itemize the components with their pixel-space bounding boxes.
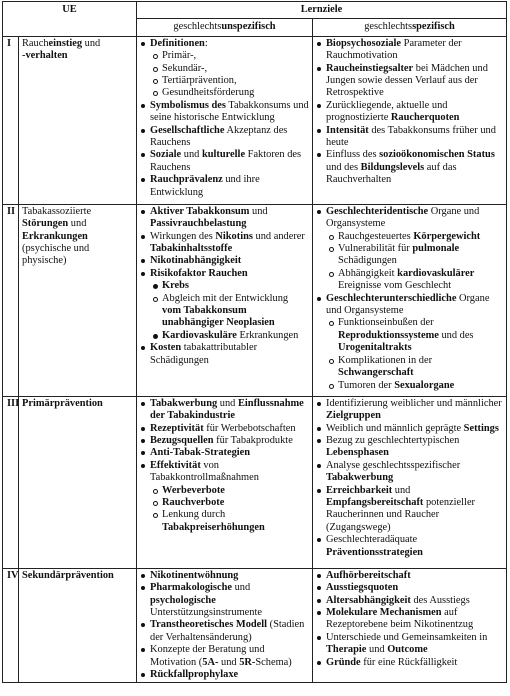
objective-item: [140, 87, 309, 99]
unit-row: [3, 204, 507, 396]
text-run: Rückfallprophylaxe: [150, 669, 239, 681]
unit-title-line: [22, 218, 133, 230]
objective-item: [316, 607, 503, 632]
objective-item: [316, 570, 503, 582]
unit-title-line: [22, 570, 133, 582]
objective-item: [140, 423, 309, 435]
text-run: vom Tabakkonsum unabhängiger Neoplasien: [162, 305, 275, 329]
text-run: auf das Rauchverhalten: [326, 161, 457, 186]
unit-title: [19, 36, 137, 204]
text-run: Aktiver Tabakkonsum: [150, 205, 250, 217]
text-run: Transtheoretisches Modell: [150, 619, 268, 631]
objective-list: [140, 206, 309, 367]
text-run: Funktionseinbußen der: [338, 317, 434, 329]
objective-item: [140, 447, 309, 459]
text-run: spezifisch: [412, 21, 455, 33]
text-run: für Werbebotschaften: [203, 422, 296, 434]
text-run: Effektivität: [150, 459, 201, 471]
text-run: Nikotinentwöhnung: [150, 569, 239, 581]
objective-item: [140, 280, 309, 292]
text-run: Faktoren des Rauchens: [150, 149, 302, 173]
curriculum-table: [2, 1, 507, 683]
text-run: Rauchprävalenz: [150, 174, 223, 186]
text-run: Einflussnahme der Tabakindustrie: [150, 397, 304, 422]
objective-list: [140, 570, 309, 682]
text-run: Gesellschaftliche: [150, 124, 225, 136]
text-run: Vulnerabilität für: [338, 243, 413, 255]
text-run: (Stadien der Verhaltensänderung): [150, 619, 305, 643]
text-run: Bezugsquellen: [150, 435, 214, 447]
text-run: Reproduktionssysteme: [338, 329, 439, 341]
text-run: Urogenitaltrakts: [338, 342, 412, 354]
objectives-specific: [313, 204, 507, 396]
text-run: pulmonale: [412, 243, 460, 255]
text-run: Raucheinstiegsalter: [326, 62, 414, 74]
text-run: auf Rezeptorebene beim Nikotinentzug: [326, 607, 474, 631]
objective-item: [316, 485, 503, 535]
text-run: 5A-: [202, 656, 219, 668]
objective-item: [140, 582, 309, 619]
objective-item: [140, 149, 309, 174]
unit-row: [3, 396, 507, 568]
text-run: und: [68, 218, 87, 230]
objective-item: [140, 398, 309, 423]
objectives-unspecific: [137, 396, 313, 568]
text-run: Therapie: [326, 644, 367, 656]
text-run: von Tabakkontrollmaßnahmen: [150, 459, 259, 484]
text-run: Tabakassoziierte: [22, 205, 92, 217]
text-run: tabakattributabler Schädigungen: [150, 342, 258, 366]
text-run: und ihre Entwicklung: [150, 174, 260, 198]
objectives-specific: [313, 568, 507, 683]
text-run: geschlechts: [173, 21, 222, 33]
text-run: Komplikationen in der: [338, 354, 433, 366]
text-run: Schwangerschaft: [338, 367, 414, 379]
text-run: Unterstützungsinstrumente: [150, 607, 262, 619]
objective-item: [316, 206, 503, 231]
objective-item: [140, 342, 309, 367]
text-run: bei Mädchen und Jungen sowie dessen Verlauf aus der Retrospektive: [326, 62, 488, 99]
objectives-unspecific: [137, 204, 313, 396]
objective-item: [316, 534, 503, 559]
objective-item: [316, 657, 503, 669]
text-run: und: [181, 149, 202, 161]
objective-item: [316, 231, 503, 243]
text-run: für eine Rückfälligkeit: [360, 656, 458, 668]
lernziele-header: Lernziele: [137, 2, 507, 19]
text-run: Abhängigkeit: [338, 267, 398, 279]
objective-item: [316, 460, 503, 485]
objective-item: [316, 317, 503, 354]
unit-row: [3, 568, 507, 683]
text-run: des Ausstiegs: [410, 594, 470, 606]
text-run: Nikotinabhängigkeit: [150, 255, 242, 267]
text-run: Erreichbarkeit: [326, 484, 393, 496]
ue-header: UE: [3, 2, 137, 37]
text-run: und anderer: [252, 230, 305, 242]
text-run: und: [231, 582, 251, 594]
objective-item: [140, 509, 309, 534]
objective-item: [140, 497, 309, 509]
text-run: Krebs: [162, 280, 189, 292]
text-run: Molekulare Mechanismen: [326, 607, 442, 619]
text-run: Empfangsbereitschaft: [326, 497, 424, 509]
text-run: Geschlechteridentische: [326, 205, 429, 217]
objective-item: [140, 485, 309, 497]
objective-list: [316, 398, 503, 559]
objective-item: [316, 595, 503, 607]
objective-item: [140, 231, 309, 256]
text-run: Rezeptivität: [150, 422, 204, 434]
objective-item: [316, 243, 503, 268]
text-run: Primärprävention: [22, 397, 103, 409]
objective-item: [140, 38, 309, 50]
text-run: Wirkungen des: [150, 230, 216, 242]
text-run: Tabakinhaltsstoffe: [150, 243, 233, 255]
text-run: Raucherquoten: [390, 112, 460, 124]
text-run: für Tabakprodukte: [213, 435, 293, 447]
text-run: und: [218, 656, 240, 668]
objective-item: [140, 206, 309, 231]
text-run: einstieg: [48, 37, 83, 49]
unit-title: [19, 568, 137, 683]
text-run: kardiovaskulärer: [397, 267, 475, 279]
objective-item: [140, 293, 309, 330]
text-run: Schema): [255, 656, 292, 668]
text-run: physische): [22, 255, 67, 267]
text-run: Rauchgesteuertes: [338, 230, 414, 242]
text-run: Analyse geschlechtsspezifischer: [326, 459, 461, 471]
text-run: Präventionsstrategien: [326, 546, 423, 558]
text-run: Konzepte der Beratung und Motivation (: [150, 644, 265, 668]
text-run: Aufhörbereitschaft: [326, 569, 411, 581]
text-run: und: [82, 37, 101, 49]
text-run: Körpergewicht: [413, 230, 481, 242]
text-run: Erkrankungen: [236, 329, 299, 341]
objective-item: [316, 63, 503, 100]
text-run: psychologische: [150, 594, 216, 606]
text-run: Gesundheitsförderung: [162, 87, 255, 99]
objective-item: [316, 149, 503, 186]
text-run: Störungen: [22, 218, 69, 230]
text-run: Zielgruppen: [326, 410, 381, 422]
unit-title-line: [22, 255, 133, 267]
unit-title-line: [22, 398, 133, 410]
col-specific-header: [313, 19, 507, 36]
text-run: Altersabhängigkeit: [326, 594, 411, 606]
objective-list: [316, 570, 503, 669]
objective-item: [140, 435, 309, 447]
text-run: Sekundär-,: [162, 62, 208, 74]
text-run: Unterschiede und Gemeinsamkeiten in: [326, 631, 488, 643]
text-run: Kardiovaskuläre: [162, 329, 237, 341]
objective-item: [140, 75, 309, 87]
text-run: (psychische und: [22, 243, 90, 255]
text-run: Tabakpreiserhöhungen: [162, 521, 265, 533]
unit-title-line: [22, 38, 133, 50]
unit-title: [19, 396, 137, 568]
text-run: Weiblich und männlich geprägte: [326, 422, 464, 434]
document-page: [0, 1, 510, 696]
text-run: Lebensphasen: [326, 447, 389, 459]
text-run: Tertiärprävention,: [162, 75, 237, 87]
text-run: und des: [438, 329, 474, 341]
text-run: Kosten: [150, 342, 182, 354]
objectives-specific: [313, 36, 507, 204]
text-run: Tabakwerbung: [150, 397, 218, 409]
objective-item: [140, 330, 309, 342]
objective-item: [140, 619, 309, 644]
text-run: und des: [326, 161, 361, 173]
text-run: Rauch: [22, 37, 49, 49]
objective-item: [316, 435, 503, 460]
objective-item: [316, 293, 503, 318]
objective-item: [140, 174, 309, 199]
unit-title-line: [22, 231, 133, 243]
objectives-specific: [313, 396, 507, 568]
text-run: Bildungslevels: [360, 161, 425, 173]
unit-title-line: [22, 50, 133, 62]
objectives-unspecific: [137, 36, 313, 204]
objective-item: [316, 100, 503, 125]
unit-title-line: [22, 206, 133, 218]
text-run: Sexualorgane: [394, 379, 455, 391]
text-run: Passivrauchbelastung: [150, 218, 247, 230]
objective-item: [140, 570, 309, 582]
text-run: Tumoren der: [338, 379, 395, 391]
text-run: Einfluss des: [326, 149, 380, 161]
text-run: Werbeverbote: [162, 484, 225, 496]
text-run: Bezug zu geschlechtertypischen: [326, 435, 460, 447]
objective-item: [316, 38, 503, 63]
objective-item: [140, 669, 309, 681]
objective-item: [316, 423, 503, 435]
col-unspecific-header: [137, 19, 313, 36]
text-run: kulturelle: [201, 149, 246, 161]
text-run: Definitionen: [150, 37, 205, 49]
objective-item: [316, 398, 503, 423]
text-run: Anti-Tabak-Strategien: [150, 447, 251, 459]
text-run: Ereignisse vom Geschlecht: [338, 280, 452, 292]
objective-list: [140, 38, 309, 199]
unit-number: IV: [3, 568, 19, 683]
objective-item: [140, 63, 309, 75]
text-run: Primär-,: [162, 50, 197, 62]
objective-item: [316, 582, 503, 594]
objective-list: [316, 38, 503, 187]
objective-item: [316, 632, 503, 657]
objective-item: [140, 125, 309, 150]
unit-row: [3, 36, 507, 204]
text-run: Ausstiegsquoten: [326, 582, 399, 594]
text-run: Gründe: [326, 656, 361, 668]
text-run: Intensität: [326, 124, 369, 136]
text-run: Sekundärprävention: [22, 569, 114, 581]
text-run: Pharmakologische: [150, 582, 232, 594]
text-run: Nikotins: [215, 230, 253, 242]
text-run: Zurückliegende, aktuelle und prognostizierte: [326, 99, 448, 124]
text-run: Soziale: [150, 149, 182, 161]
objective-item: [140, 50, 309, 62]
objective-item: [140, 460, 309, 485]
text-run: Organe und Organsysteme: [326, 205, 480, 230]
text-run: Biopsychosoziale: [326, 37, 402, 49]
text-run: und: [366, 644, 388, 656]
text-run: 5R-: [239, 656, 256, 668]
text-run: und: [392, 484, 411, 496]
objective-item: [316, 125, 503, 150]
text-run: unspezifisch: [221, 21, 276, 33]
text-run: -verhalten: [22, 50, 68, 62]
text-run: Lenkung durch: [162, 509, 226, 521]
objective-item: [316, 355, 503, 380]
objective-item: [316, 268, 503, 293]
text-run: Risikofaktor Rauchen: [150, 267, 248, 279]
objective-list: [316, 206, 503, 392]
text-run: Geschlechteradäquate: [326, 534, 418, 546]
objective-item: [316, 380, 503, 392]
text-run: sozioökonomischen Status: [379, 149, 495, 161]
text-run: des Tabakkonsums früher und heute: [326, 124, 496, 149]
objective-item: [140, 268, 309, 280]
text-run: Parameter der Rauchmotivation: [326, 37, 462, 62]
objectives-unspecific: [137, 568, 313, 683]
text-run: geschlechts: [364, 21, 413, 33]
text-run: Settings: [463, 422, 499, 434]
text-run: Abgleich mit der Entwicklung: [162, 292, 289, 304]
text-run: Tabakkonsums und seine historische Entwicklung: [150, 99, 309, 124]
text-run: potenzieller Raucherinnen und Raucher (Zugangswege): [326, 497, 476, 533]
unit-title: [19, 204, 137, 396]
text-run: Tabakwerbung: [326, 472, 394, 484]
unit-title-line: [22, 243, 133, 255]
header-row: [3, 2, 507, 19]
text-run: Organe und Organsysteme: [326, 292, 490, 317]
text-run: Schädigungen: [338, 255, 397, 267]
text-run: Erkrankungen: [22, 230, 88, 242]
text-run: :: [204, 37, 208, 49]
unit-number: III: [3, 396, 19, 568]
objective-list: [140, 398, 309, 534]
objective-item: [140, 255, 309, 267]
objective-item: [140, 100, 309, 125]
text-run: Symbolismus des: [150, 99, 226, 111]
objective-item: [140, 644, 309, 669]
unit-number: II: [3, 204, 19, 396]
text-run: Geschlechterunterschiedliche: [326, 292, 457, 304]
text-run: Outcome: [387, 644, 428, 656]
text-run: Akzeptanz des Rauchens: [150, 124, 288, 149]
text-run: Rauchverbote: [162, 497, 225, 509]
unit-number: I: [3, 36, 19, 204]
text-run: und: [217, 397, 238, 409]
text-run: Identifizierung weiblicher und männlicher: [326, 397, 502, 409]
text-run: und: [249, 205, 268, 217]
